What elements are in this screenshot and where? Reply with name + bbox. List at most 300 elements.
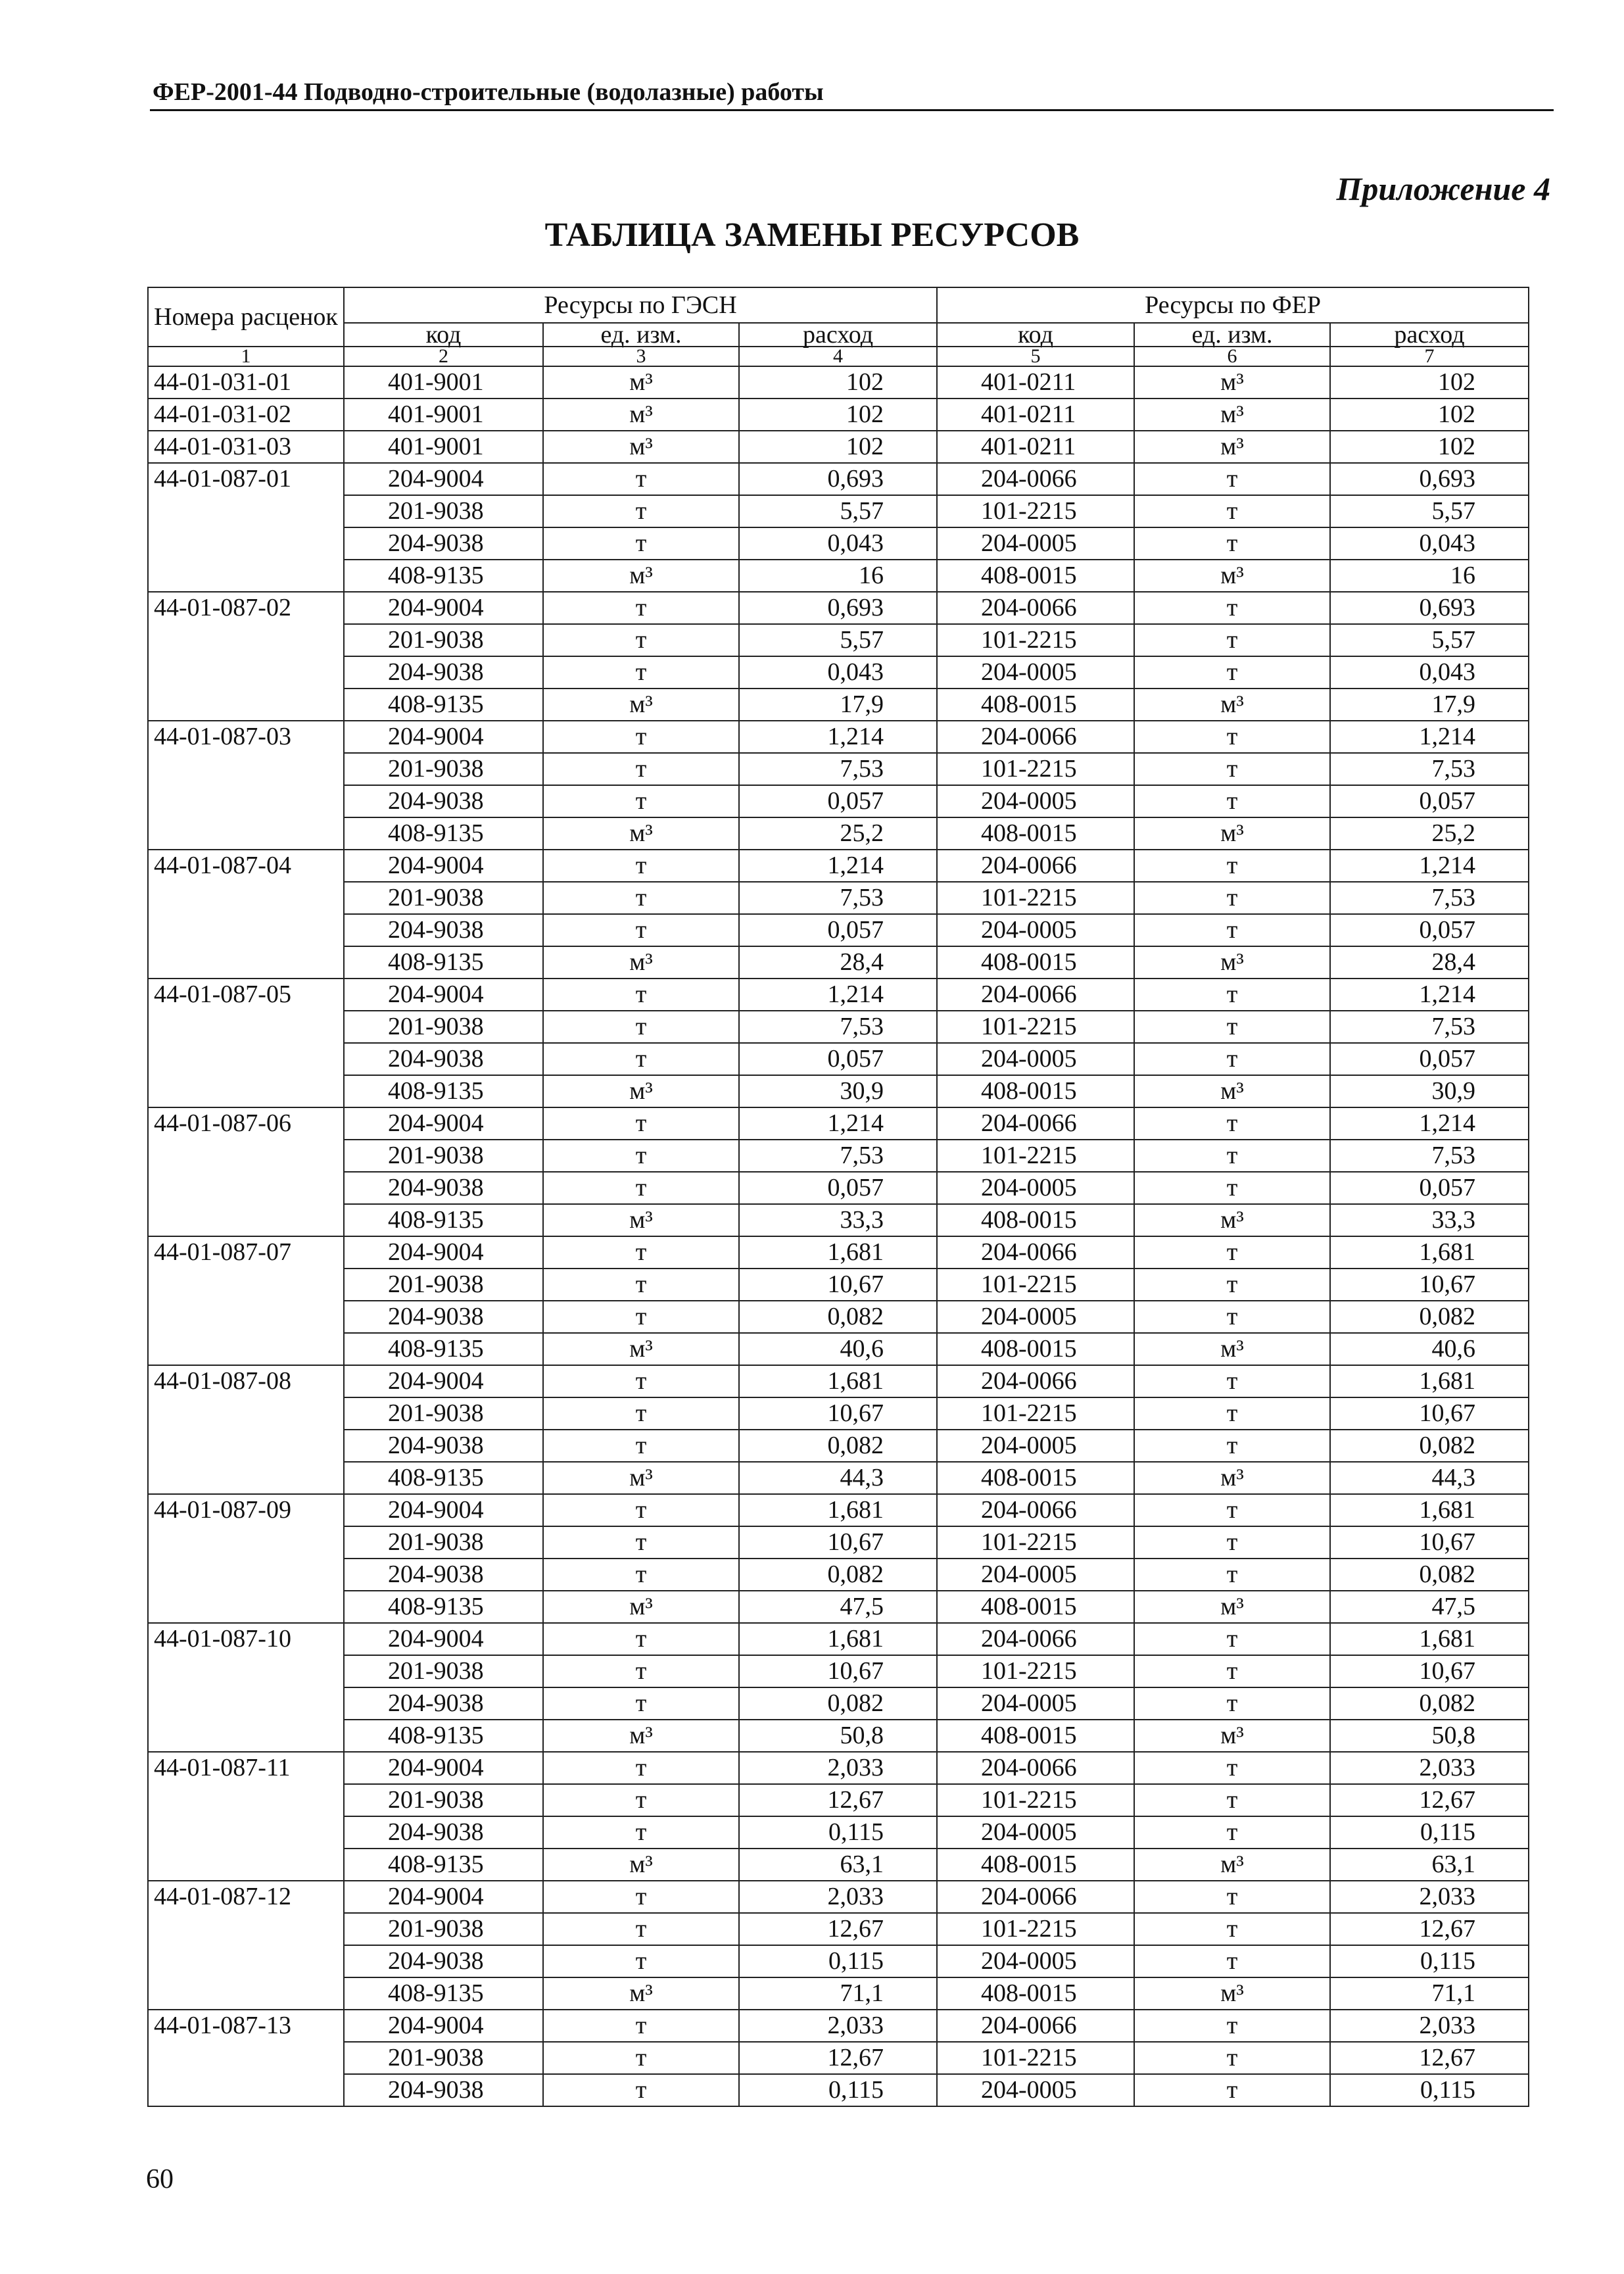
gesn-unit-cell: т (543, 1172, 739, 1204)
gesn-unit-cell: т (543, 1655, 739, 1687)
header-fer-code: код (937, 323, 1134, 347)
fer-consumption-cell: 16 (1330, 560, 1529, 592)
gesn-consumption-cell: 7,53 (739, 1011, 937, 1043)
gesn-code-cell: 204-9004 (344, 2010, 543, 2042)
fer-unit-cell: м³ (1134, 817, 1330, 850)
fer-code-cell: 204-0066 (937, 850, 1134, 882)
fer-unit-cell: т (1134, 656, 1330, 689)
table-row (148, 1752, 1529, 1784)
gesn-unit-cell: т (543, 1559, 739, 1591)
fer-consumption-cell: 1,681 (1330, 1494, 1529, 1526)
table-row (148, 2042, 1529, 2074)
table-row (148, 1365, 1529, 1397)
fer-code-cell: 408-0015 (937, 1977, 1134, 2010)
gesn-consumption-cell: 12,67 (739, 1913, 937, 1945)
table-row (148, 1849, 1529, 1881)
fer-code-cell: 204-0005 (937, 527, 1134, 560)
gesn-code-cell: 401-9001 (344, 431, 543, 463)
fer-code-cell: 408-0015 (937, 817, 1134, 850)
table-row (148, 1043, 1529, 1075)
gesn-consumption-cell: 30,9 (739, 1075, 937, 1107)
gesn-unit-cell: т (543, 850, 739, 882)
gesn-code-cell: 201-9038 (344, 1526, 543, 1559)
gesn-code-cell: 204-9004 (344, 592, 543, 624)
fer-consumption-cell: 44,3 (1330, 1462, 1529, 1494)
table-row (148, 1913, 1529, 1945)
gesn-unit-cell: м³ (543, 1977, 739, 2010)
gesn-consumption-cell: 25,2 (739, 817, 937, 850)
table-row (148, 399, 1529, 431)
header-gesn-consumption: расход (739, 323, 937, 347)
fer-unit-cell: м³ (1134, 1977, 1330, 2010)
fer-unit-cell: м³ (1134, 1720, 1330, 1752)
fer-consumption-cell: 7,53 (1330, 1011, 1529, 1043)
fer-code-cell: 204-0005 (937, 785, 1134, 817)
fer-code-cell: 204-0005 (937, 1945, 1134, 1977)
fer-consumption-cell: 0,115 (1330, 1945, 1529, 1977)
fer-unit-cell: т (1134, 721, 1330, 753)
fer-code-cell: 408-0015 (937, 1591, 1134, 1623)
fer-consumption-cell: 0,057 (1330, 914, 1529, 946)
gesn-unit-cell: м³ (543, 1720, 739, 1752)
gesn-unit-cell: м³ (543, 1075, 739, 1107)
table-row (148, 914, 1529, 946)
column-number: 5 (937, 347, 1134, 366)
fer-code-cell: 101-2215 (937, 1140, 1134, 1172)
gesn-consumption-cell: 2,033 (739, 1881, 937, 1913)
fer-code-cell: 401-0211 (937, 399, 1134, 431)
gesn-unit-cell: м³ (543, 366, 739, 399)
fer-consumption-cell: 7,53 (1330, 753, 1529, 785)
fer-code-cell: 101-2215 (937, 882, 1134, 914)
table-row (148, 624, 1529, 656)
fer-unit-cell: т (1134, 1687, 1330, 1720)
gesn-consumption-cell: 7,53 (739, 1140, 937, 1172)
fer-consumption-cell: 102 (1330, 399, 1529, 431)
gesn-unit-cell: м³ (543, 1333, 739, 1365)
gesn-unit-cell: т (543, 1913, 739, 1945)
gesn-unit-cell: т (543, 1269, 739, 1301)
fer-unit-cell: т (1134, 1430, 1330, 1462)
fer-unit-cell: т (1134, 1011, 1330, 1043)
column-number: 7 (1330, 347, 1529, 366)
gesn-unit-cell: м³ (543, 560, 739, 592)
gesn-unit-cell: т (543, 1107, 739, 1140)
fer-unit-cell: м³ (1134, 431, 1330, 463)
gesn-code-cell: 204-9004 (344, 1623, 543, 1655)
gesn-code-cell: 408-9135 (344, 1977, 543, 2010)
fer-unit-cell: м³ (1134, 560, 1330, 592)
table-row (148, 1494, 1529, 1526)
table-title: ТАБЛИЦА ЗАМЕНЫ РЕСУРСОВ (544, 216, 1080, 254)
table-row (148, 1526, 1529, 1559)
gesn-code-cell: 204-9038 (344, 1945, 543, 1977)
fer-consumption-cell: 102 (1330, 366, 1529, 399)
page-number: 60 (146, 2164, 174, 2194)
gesn-unit-cell: т (543, 1301, 739, 1333)
gesn-code-cell: 204-9038 (344, 1687, 543, 1720)
gesn-consumption-cell: 10,67 (739, 1397, 937, 1430)
gesn-consumption-cell: 0,057 (739, 1172, 937, 1204)
fer-code-cell: 204-0005 (937, 1559, 1134, 1591)
table-row (148, 656, 1529, 689)
gesn-unit-cell: т (543, 1140, 739, 1172)
gesn-consumption-cell: 1,214 (739, 979, 937, 1011)
gesn-code-cell: 408-9135 (344, 1720, 543, 1752)
gesn-unit-cell: м³ (543, 1849, 739, 1881)
table-row (148, 1559, 1529, 1591)
fer-code-cell: 204-0005 (937, 1687, 1134, 1720)
fer-unit-cell: т (1134, 1784, 1330, 1816)
table-row (148, 1687, 1529, 1720)
header-fer-consumption: расход (1330, 323, 1529, 347)
table-row (148, 495, 1529, 527)
table-row (148, 1236, 1529, 1269)
gesn-unit-cell: т (543, 914, 739, 946)
gesn-code-cell: 408-9135 (344, 1462, 543, 1494)
gesn-unit-cell: т (543, 1526, 739, 1559)
fer-code-cell: 204-0005 (937, 1430, 1134, 1462)
fer-code-cell: 204-0066 (937, 721, 1134, 753)
gesn-consumption-cell: 2,033 (739, 1752, 937, 1784)
table-row (148, 1977, 1529, 2010)
fer-consumption-cell: 0,057 (1330, 1043, 1529, 1075)
fer-code-cell: 204-0066 (937, 463, 1134, 495)
gesn-consumption-cell: 1,214 (739, 1107, 937, 1140)
fer-consumption-cell: 0,057 (1330, 1172, 1529, 1204)
fer-code-cell: 101-2215 (937, 1011, 1134, 1043)
document-header-title: ФЕР-2001-44 Подводно-строительные (водолазные) работы (153, 78, 824, 106)
fer-unit-cell: т (1134, 753, 1330, 785)
gesn-consumption-cell: 102 (739, 366, 937, 399)
gesn-code-cell: 204-9004 (344, 1881, 543, 1913)
table-row (148, 1397, 1529, 1430)
gesn-code-cell: 408-9135 (344, 817, 543, 850)
gesn-consumption-cell: 47,5 (739, 1591, 937, 1623)
table-row (148, 2010, 1529, 2042)
gesn-unit-cell: т (543, 2042, 739, 2074)
gesn-unit-cell: т (543, 1623, 739, 1655)
fer-consumption-cell: 10,67 (1330, 1397, 1529, 1430)
fer-code-cell: 204-0005 (937, 1043, 1134, 1075)
gesn-code-cell: 408-9135 (344, 1591, 543, 1623)
gesn-code-cell: 201-9038 (344, 495, 543, 527)
gesn-unit-cell: м³ (543, 817, 739, 850)
fer-unit-cell: т (1134, 1816, 1330, 1849)
gesn-unit-cell: м³ (543, 946, 739, 979)
gesn-unit-cell: т (543, 1687, 739, 1720)
fer-consumption-cell: 7,53 (1330, 1140, 1529, 1172)
fer-code-cell: 101-2215 (937, 1784, 1134, 1816)
fer-unit-cell: т (1134, 2042, 1330, 2074)
header-gesn-resources: Ресурсы по ГЭСН (344, 287, 937, 323)
gesn-consumption-cell: 0,082 (739, 1559, 937, 1591)
gesn-unit-cell: т (543, 1430, 739, 1462)
gesn-code-cell: 204-9038 (344, 914, 543, 946)
gesn-unit-cell: т (543, 592, 739, 624)
fer-consumption-cell: 40,6 (1330, 1333, 1529, 1365)
fer-unit-cell: т (1134, 2010, 1330, 2042)
gesn-unit-cell: т (543, 1365, 739, 1397)
gesn-code-cell: 401-9001 (344, 366, 543, 399)
table-row (148, 1075, 1529, 1107)
table-row (148, 817, 1529, 850)
fer-consumption-cell: 0,115 (1330, 2074, 1529, 2106)
gesn-consumption-cell: 71,1 (739, 1977, 937, 2010)
gesn-consumption-cell: 0,082 (739, 1687, 937, 1720)
fer-unit-cell: м³ (1134, 1849, 1330, 1881)
gesn-code-cell: 201-9038 (344, 753, 543, 785)
fer-code-cell: 101-2215 (937, 495, 1134, 527)
fer-unit-cell: т (1134, 1107, 1330, 1140)
fer-consumption-cell: 1,681 (1330, 1365, 1529, 1397)
table-row (148, 1107, 1529, 1140)
fer-consumption-cell: 1,681 (1330, 1236, 1529, 1269)
fer-unit-cell: т (1134, 1269, 1330, 1301)
fer-code-cell: 101-2215 (937, 1526, 1134, 1559)
gesn-code-cell: 408-9135 (344, 1333, 543, 1365)
fer-consumption-cell: 0,082 (1330, 1301, 1529, 1333)
gesn-code-cell: 204-9038 (344, 2074, 543, 2106)
rate-number-cell: 44-01-087-01 (148, 463, 344, 592)
table-row (148, 431, 1529, 463)
gesn-consumption-cell: 1,681 (739, 1236, 937, 1269)
table-row (148, 1720, 1529, 1752)
fer-code-cell: 204-0005 (937, 914, 1134, 946)
table-body (148, 366, 1529, 2106)
gesn-unit-cell: т (543, 527, 739, 560)
header-rule (150, 109, 1554, 111)
gesn-code-cell: 204-9004 (344, 850, 543, 882)
table-row (148, 1462, 1529, 1494)
table-row (148, 1333, 1529, 1365)
fer-unit-cell: м³ (1134, 1591, 1330, 1623)
fer-consumption-cell: 12,67 (1330, 1784, 1529, 1816)
gesn-code-cell: 201-9038 (344, 1269, 543, 1301)
gesn-code-cell: 204-9004 (344, 1365, 543, 1397)
gesn-consumption-cell: 1,214 (739, 850, 937, 882)
table-row (148, 366, 1529, 399)
fer-consumption-cell: 25,2 (1330, 817, 1529, 850)
fer-unit-cell: т (1134, 495, 1330, 527)
table-row (148, 560, 1529, 592)
gesn-unit-cell: м³ (543, 689, 739, 721)
fer-unit-cell: м³ (1134, 1333, 1330, 1365)
fer-consumption-cell: 5,57 (1330, 624, 1529, 656)
rate-number-cell: 44-01-087-10 (148, 1623, 344, 1752)
gesn-code-cell: 408-9135 (344, 1849, 543, 1881)
gesn-code-cell: 204-9038 (344, 1172, 543, 1204)
gesn-consumption-cell: 0,057 (739, 1043, 937, 1075)
fer-unit-cell: т (1134, 1236, 1330, 1269)
fer-code-cell: 204-0005 (937, 1816, 1134, 1849)
gesn-code-cell: 201-9038 (344, 1397, 543, 1430)
fer-consumption-cell: 10,67 (1330, 1526, 1529, 1559)
fer-consumption-cell: 1,214 (1330, 850, 1529, 882)
fer-unit-cell: т (1134, 1172, 1330, 1204)
appendix-label: Приложение 4 (1336, 170, 1550, 207)
rate-number-cell: 44-01-087-09 (148, 1494, 344, 1623)
fer-code-cell: 408-0015 (937, 1462, 1134, 1494)
fer-consumption-cell: 33,3 (1330, 1204, 1529, 1236)
gesn-consumption-cell: 12,67 (739, 1784, 937, 1816)
gesn-consumption-cell: 10,67 (739, 1269, 937, 1301)
fer-unit-cell: т (1134, 785, 1330, 817)
gesn-consumption-cell: 0,057 (739, 914, 937, 946)
gesn-unit-cell: т (543, 979, 739, 1011)
table-row (148, 946, 1529, 979)
gesn-unit-cell: т (543, 882, 739, 914)
fer-consumption-cell: 10,67 (1330, 1655, 1529, 1687)
fer-consumption-cell: 2,033 (1330, 1752, 1529, 1784)
fer-unit-cell: м³ (1134, 689, 1330, 721)
fer-consumption-cell: 10,67 (1330, 1269, 1529, 1301)
fer-consumption-cell: 47,5 (1330, 1591, 1529, 1623)
gesn-unit-cell: м³ (543, 399, 739, 431)
gesn-code-cell: 408-9135 (344, 560, 543, 592)
fer-unit-cell: т (1134, 2074, 1330, 2106)
table-row (148, 850, 1529, 882)
fer-code-cell: 204-0066 (937, 979, 1134, 1011)
fer-unit-cell: м³ (1134, 399, 1330, 431)
gesn-code-cell: 201-9038 (344, 1784, 543, 1816)
header-rate-numbers: Номера расценок (148, 287, 344, 347)
header-fer-unit: ед. изм. (1134, 323, 1330, 347)
fer-unit-cell: т (1134, 1494, 1330, 1526)
table-row (148, 1816, 1529, 1849)
gesn-code-cell: 201-9038 (344, 1913, 543, 1945)
fer-unit-cell: т (1134, 1559, 1330, 1591)
gesn-consumption-cell: 0,693 (739, 463, 937, 495)
fer-code-cell: 204-0005 (937, 1172, 1134, 1204)
gesn-consumption-cell: 17,9 (739, 689, 937, 721)
fer-code-cell: 204-0066 (937, 1494, 1134, 1526)
gesn-unit-cell: т (543, 1945, 739, 1977)
gesn-code-cell: 204-9004 (344, 979, 543, 1011)
fer-code-cell: 101-2215 (937, 1655, 1134, 1687)
table-row (148, 721, 1529, 753)
gesn-consumption-cell: 44,3 (739, 1462, 937, 1494)
gesn-consumption-cell: 1,681 (739, 1623, 937, 1655)
fer-consumption-cell: 0,115 (1330, 1816, 1529, 1849)
fer-consumption-cell: 0,043 (1330, 527, 1529, 560)
gesn-consumption-cell: 10,67 (739, 1526, 937, 1559)
fer-unit-cell: т (1134, 1752, 1330, 1784)
column-number: 2 (344, 347, 543, 366)
fer-unit-cell: т (1134, 463, 1330, 495)
fer-code-cell: 408-0015 (937, 1720, 1134, 1752)
gesn-unit-cell: т (543, 1494, 739, 1526)
fer-unit-cell: т (1134, 527, 1330, 560)
table-row (148, 1591, 1529, 1623)
gesn-unit-cell: т (543, 2074, 739, 2106)
header-gesn-unit: ед. изм. (543, 323, 739, 347)
fer-unit-cell: т (1134, 979, 1330, 1011)
fer-consumption-cell: 7,53 (1330, 882, 1529, 914)
fer-consumption-cell: 2,033 (1330, 1881, 1529, 1913)
gesn-code-cell: 204-9038 (344, 1043, 543, 1075)
table-row (148, 1204, 1529, 1236)
rate-number-cell: 44-01-031-01 (148, 366, 344, 399)
fer-unit-cell: т (1134, 592, 1330, 624)
gesn-consumption-cell: 0,693 (739, 592, 937, 624)
gesn-code-cell: 201-9038 (344, 1655, 543, 1687)
fer-consumption-cell: 1,214 (1330, 979, 1529, 1011)
fer-code-cell: 204-0066 (937, 1623, 1134, 1655)
rate-number-cell: 44-01-087-13 (148, 2010, 344, 2106)
fer-code-cell: 408-0015 (937, 1333, 1134, 1365)
fer-consumption-cell: 17,9 (1330, 689, 1529, 721)
fer-unit-cell: т (1134, 1913, 1330, 1945)
column-number: 6 (1134, 347, 1330, 366)
fer-code-cell: 408-0015 (937, 1849, 1134, 1881)
gesn-code-cell: 201-9038 (344, 1140, 543, 1172)
fer-consumption-cell: 5,57 (1330, 495, 1529, 527)
rate-number-cell: 44-01-087-08 (148, 1365, 344, 1494)
fer-unit-cell: т (1134, 1043, 1330, 1075)
column-number: 3 (543, 347, 739, 366)
gesn-consumption-cell: 1,681 (739, 1365, 937, 1397)
column-number: 4 (739, 347, 937, 366)
table-row (148, 1784, 1529, 1816)
gesn-unit-cell: т (543, 656, 739, 689)
fer-unit-cell: т (1134, 624, 1330, 656)
fer-consumption-cell: 102 (1330, 431, 1529, 463)
gesn-consumption-cell: 2,033 (739, 2010, 937, 2042)
gesn-consumption-cell: 0,115 (739, 1816, 937, 1849)
fer-consumption-cell: 1,214 (1330, 1107, 1529, 1140)
table-row (148, 689, 1529, 721)
gesn-consumption-cell: 28,4 (739, 946, 937, 979)
rate-number-cell: 44-01-031-02 (148, 399, 344, 431)
table-row (148, 1430, 1529, 1462)
gesn-consumption-cell: 50,8 (739, 1720, 937, 1752)
gesn-unit-cell: м³ (543, 1462, 739, 1494)
gesn-consumption-cell: 1,214 (739, 721, 937, 753)
fer-consumption-cell: 63,1 (1330, 1849, 1529, 1881)
fer-unit-cell: т (1134, 1526, 1330, 1559)
fer-code-cell: 204-0066 (937, 2010, 1134, 2042)
gesn-unit-cell: т (543, 624, 739, 656)
gesn-unit-cell: т (543, 1816, 739, 1849)
fer-unit-cell: т (1134, 850, 1330, 882)
rate-number-cell: 44-01-031-03 (148, 431, 344, 463)
rate-number-cell: 44-01-087-11 (148, 1752, 344, 1881)
gesn-consumption-cell: 102 (739, 399, 937, 431)
header-fer-resources: Ресурсы по ФЕР (937, 287, 1529, 323)
gesn-unit-cell: т (543, 1752, 739, 1784)
gesn-code-cell: 201-9038 (344, 2042, 543, 2074)
fer-consumption-cell: 1,681 (1330, 1623, 1529, 1655)
table-row (148, 1011, 1529, 1043)
gesn-unit-cell: м³ (543, 1204, 739, 1236)
fer-unit-cell: т (1134, 1397, 1330, 1430)
gesn-consumption-cell: 0,115 (739, 1945, 937, 1977)
fer-consumption-cell: 28,4 (1330, 946, 1529, 979)
fer-unit-cell: т (1134, 1655, 1330, 1687)
gesn-consumption-cell: 5,57 (739, 624, 937, 656)
fer-consumption-cell: 0,082 (1330, 1687, 1529, 1720)
gesn-code-cell: 204-9038 (344, 527, 543, 560)
table-row (148, 463, 1529, 495)
fer-code-cell: 204-0005 (937, 1301, 1134, 1333)
table-row (148, 1655, 1529, 1687)
fer-consumption-cell: 0,057 (1330, 785, 1529, 817)
gesn-code-cell: 204-9004 (344, 463, 543, 495)
fer-code-cell: 401-0211 (937, 431, 1134, 463)
gesn-consumption-cell: 63,1 (739, 1849, 937, 1881)
fer-code-cell: 401-0211 (937, 366, 1134, 399)
